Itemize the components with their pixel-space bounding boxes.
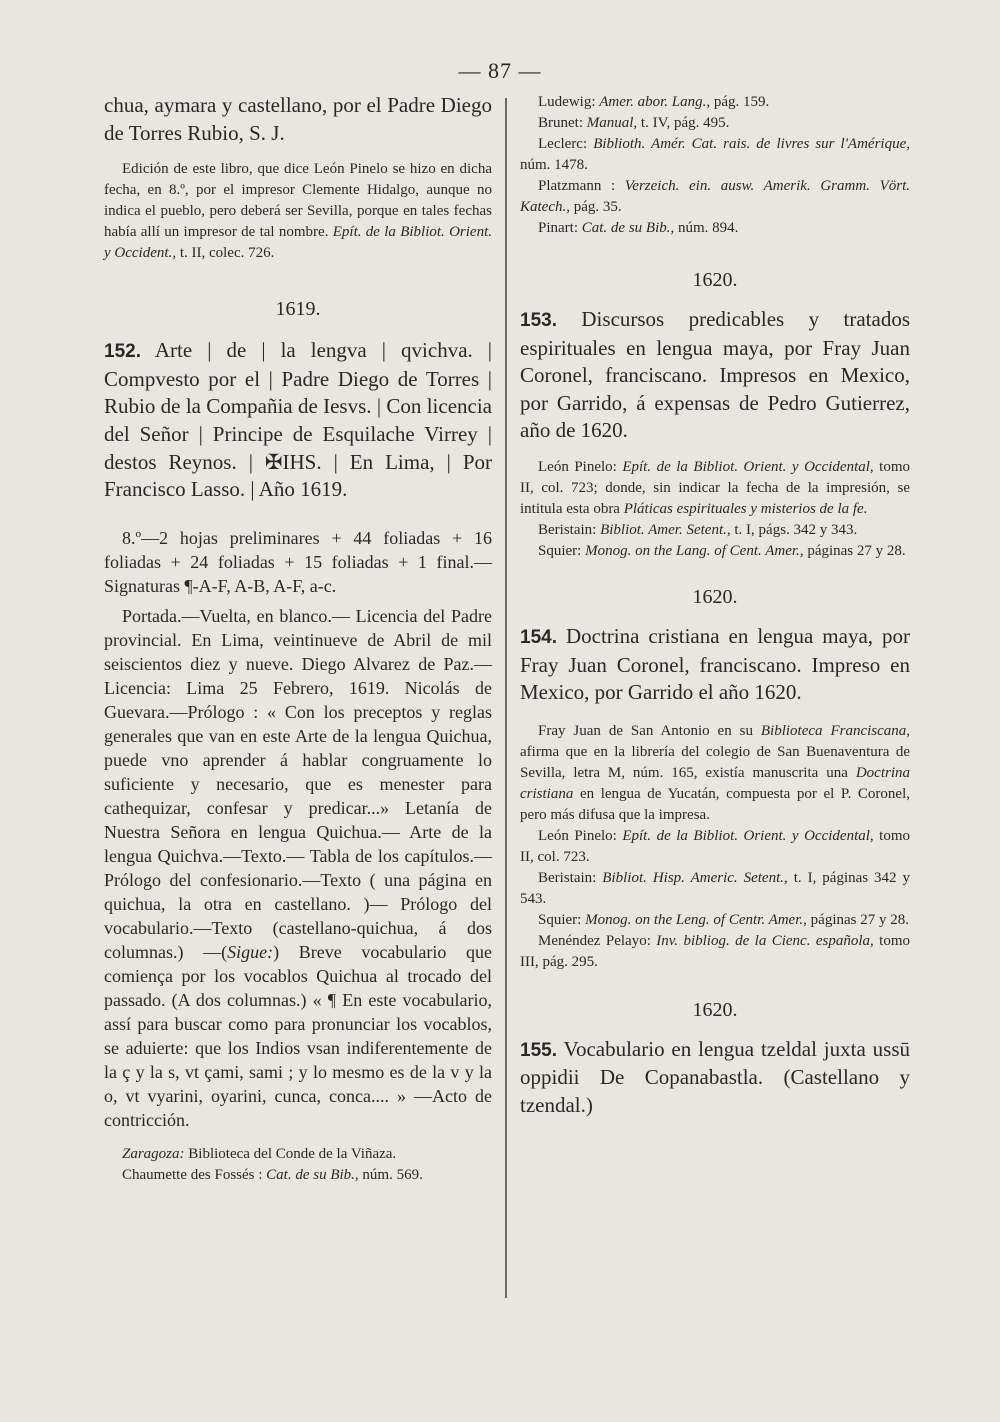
location-note: Zaragoza: Biblioteca del Conde de la Viñaza.	[122, 1145, 397, 1162]
entry-number: 153.	[520, 310, 557, 331]
reference-list	[520, 92, 910, 239]
reference-chaumette: Chaumette des Fossés : Cat. de su Bib., núm. 569.	[122, 1166, 423, 1183]
reference-note: Brunet: Manual, t. IV, pág. 495.	[538, 115, 730, 131]
entry-154	[520, 623, 910, 707]
reference-note: Fray Juan de San Antonio en su Biblioteca Franciscana, afirma que en la librería del colegio de San Buenaventura de Sevilla, letra M, núm. 165, existía manuscrita una Doctrina cristiana en lengua de Yucatán, compuesta por el P. Coronel, pero más difusa que la impresa.	[520, 722, 911, 823]
reference-note: León Pinelo: Epít. de la Bibliot. Orient. y Occidental, tomo II, col. 723.	[520, 827, 910, 865]
entry-number: 155.	[520, 1039, 557, 1061]
year-heading: 1620.	[692, 269, 738, 291]
reference-note: Menéndez Pelayo: Inv. bibliog. de la Cienc. española, tomo III, pág. 295.	[520, 932, 910, 970]
entry-title: Vocabulario en lengua tzeldal juxta ussū oppidii De Copanabastla. (Castellano y tzendal.)	[520, 1036, 911, 1117]
reference-note: Ludewig: Amer. abor. Lang., pág. 159.	[538, 94, 770, 110]
reference-note: Squier: Monog. on the Lang. of Cent. Amer., páginas 27 y 28.	[538, 542, 906, 559]
entry-contents: Portada.—Vuelta, en blanco.— Licencia del Padre provincial. En Lima, veintinueve de Abril de mil seiscientos diez y nueve. Diego Alvarez de Paz.—Licencia: Lima 25 Febrero, 1619. Nicolás de Guevara.—Prólogo : « Con los preceptos y reglas generales que van en este Arte de la lengua Quichua, puede vno aprender á hablar congruamente lo suficiente y necesario, que es menester para cathequizar, confesar y predicar...» Letanía de Nuestra Señora en lengua Quichua.— Arte de la lengua Quichva.—Texto.— Tabla de los capítulos.—Prólogo del confesionario.—Texto ( una página en quichua, la otra en castellano. )— Prólogo del vocabulario.—Texto (castellano-quichua, á dos columnas.) —(Sigue:) Breve vocabulario que comiença por los vocablos Quichua al trocado del passado. (A dos columnas.) « ¶ En este vocabulario, assí para buscar como para pronunciar los vocablos, se aduierte: que los Indios vsan indiferentemente de la ç y la s, vt çami, sami ; y lo mesmo es de la v y la o, vt vyarini, oyarini, cunca, conca.... » —Acto de contricción.	[104, 605, 492, 1130]
entry-title: Doctrina cristiana en lengua maya, por Fray Juan Coronel, franciscano. Impreso en Mexico, por Garrido el año 1620.	[520, 623, 910, 705]
year-heading: 1620.	[692, 585, 738, 608]
entry-155	[520, 1036, 910, 1120]
entry-physical-description: 8.º—2 hojas preliminares + 44 foliadas + 16 foliadas + 24 foliadas + 15 foliadas + 1 final.— Signaturas ¶-A-F, A-B, A-F, a-c.	[104, 527, 492, 596]
right-column	[520, 92, 910, 1120]
entry-number: 154.	[520, 626, 557, 648]
entry-152	[104, 337, 492, 504]
reference-note: Squier: Monog. on the Leng. of Centr. Amer., páginas 27 y 28.	[538, 911, 909, 928]
entry-title: Discursos predicables y tratados espirituales en lengua maya, por Fray Juan Coronel, franciscano. Impresos en Mexico, por Garrido, á expensas de Pedro Gutierrez, año de 1620.	[520, 307, 910, 443]
page-number: — 87 —	[458, 58, 542, 83]
reference-note: León Pinelo: Epít. de la Bibliot. Orient. y Occidental, tomo II, col. 723; donde, sin indicar la fecha de la impresión, se intitula esta obra Pláticas espirituales y misterios de la fe.	[520, 458, 910, 517]
entry-title: Arte | de | la lengva | qvichva. | Compvesto por el | Padre Diego de Torres | Rubio de la Compañia de Iesvs. | Con licencia del Señor | Principe de Esquilache Virrey | destos Reynos. | ✠IHS. | En Lima, | Por Francisco Lasso. | Año 1619.	[104, 338, 493, 502]
year-heading: 1619.	[275, 298, 321, 321]
left-column	[104, 92, 492, 1186]
reference-note: Pinart: Cat. de su Bib., núm. 894.	[538, 220, 739, 236]
entry-continuation: chua, aymara y castellano, por el Padre Diego de Torres Rubio, S. J.	[104, 93, 492, 145]
note-edition-ref: Epít. de la Bibliot. Orient. y Occident.	[104, 224, 492, 262]
reference-note: Beristain: Bibliot. Amer. Setent., t. I, págs. 342 y 343.	[538, 521, 858, 538]
column-divider	[505, 98, 507, 1298]
reference-note: Beristain: Bibliot. Hisp. Americ. Setent., t. I, páginas 342 y 543.	[520, 869, 911, 907]
year-heading: 1620.	[692, 998, 738, 1021]
entry-number: 152.	[104, 341, 141, 363]
entry-153	[520, 306, 910, 445]
reference-note: Leclerc: Biblioth. Amér. Cat. rais. de livres sur l'Amérique, núm. 1478.	[520, 136, 911, 173]
reference-note: Platzmann : Verzeich. ein. ausw. Amerik. Gramm. Vört. Katech., pág. 35.	[520, 178, 910, 215]
note-edition: Edición de este libro, que dice León Pinelo se hizo en dicha fecha, en 8.º, por el impresor Clemente Hidalgo, aunque no indica el pueblo, pero deberá ser Sevilla, porque en tales fechas había allí un impresor de tal nombre. Epít. de la Bibliot. Orient. y Occident., t. II, colec. 726.	[104, 161, 492, 262]
